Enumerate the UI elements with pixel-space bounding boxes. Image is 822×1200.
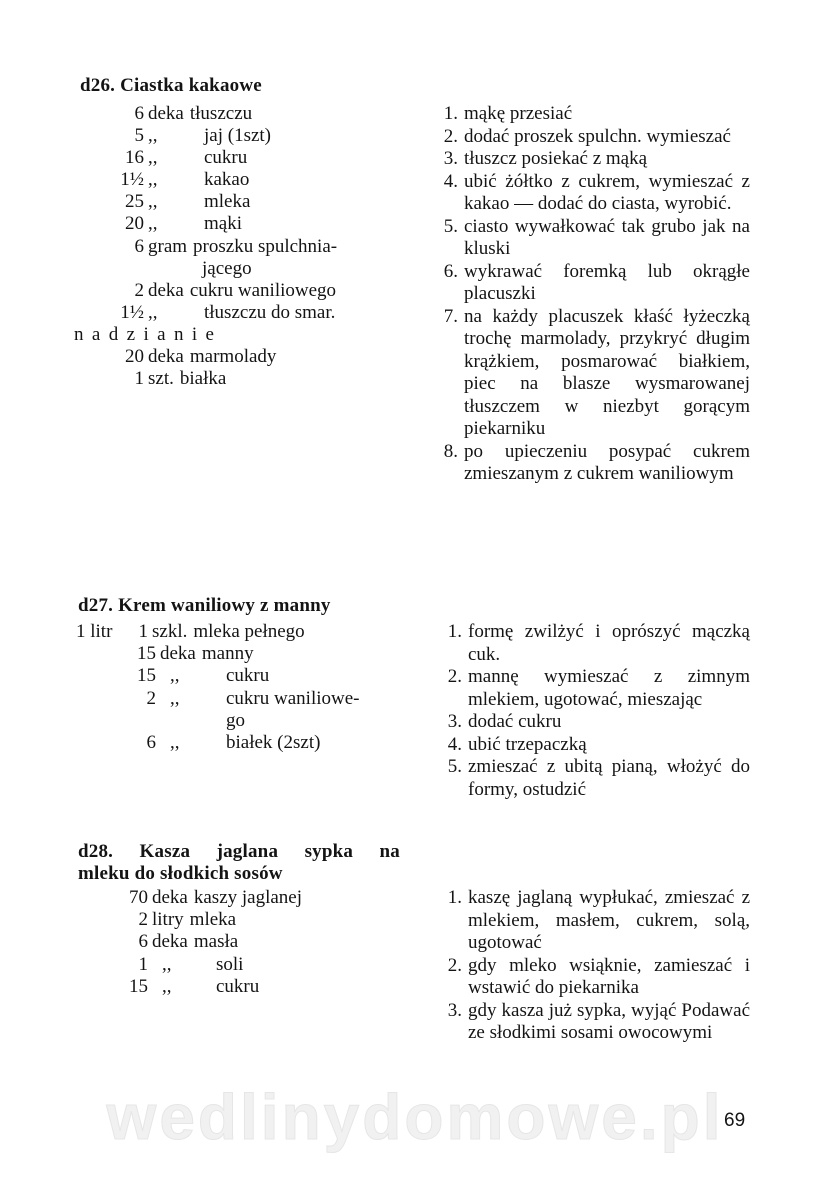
step-item: 1. formę zwilżyć i oprószyć mączką cuk. (447, 621, 750, 665)
ingredient-line: jącego (202, 258, 252, 279)
steps-d26 (434, 103, 750, 486)
ingredient-line: 25 ,, mleka (125, 191, 251, 212)
ingredient-line: 1 szt. białka (134, 368, 227, 389)
recipe-title-d28-line2: mleku do słodkich sosów (78, 863, 283, 884)
recipe-title-d28: d28. Kasza jaglana sypka na (78, 841, 400, 862)
step-item: 2. dodać proszek spulchn. wymieszać (443, 125, 731, 147)
ingredient-line: 2 ,, cukru waniliowe- (146, 688, 360, 709)
ingredient-line: 1 litr (76, 621, 113, 642)
ingredient-line: 6 gram proszku spulchnia- (134, 236, 338, 257)
steps-d27 (438, 621, 750, 801)
ingredient-line: 1 szkl. mleka pełnego (138, 621, 305, 642)
step-item: 3. gdy kasza już sypka, wyjąć Podawać ze słodkimi sosami owocowymi (447, 999, 750, 1043)
ingredient-line: 15 ,, cukru (129, 976, 260, 997)
ingredient-line: 16 ,, cukru (125, 147, 248, 168)
step-item: 2. mannę wymieszać z zimnym mlekiem, ugotować, mieszając (447, 666, 750, 710)
ingredient-line: 15 deka manny (137, 643, 254, 664)
ingredient-line: 1 ,, soli (138, 954, 244, 975)
step-item: 6. wykrawać foremką lub okrągłe placuszki (443, 260, 750, 304)
step-item: 4. ubić trzepaczką (447, 733, 587, 755)
step-item: 2. gdy mleko wsiąknie, zamieszać i wstawić do piekarnika (447, 954, 750, 998)
step-item: 5. zmieszać z ubitą pianą, włożyć do formy, ostudzić (447, 756, 750, 800)
step-item: 1. kaszę jaglaną wypłukać, zmieszać z mlekiem, masłem, cukrem, solą, ugotować (447, 887, 750, 953)
ingredient-line: 1½ ,, tłuszczu do smar. (120, 302, 336, 323)
ingredient-line: 2 deka cukru waniliowego (134, 280, 337, 301)
ingredient-line: 1½ ,, kakao (120, 169, 250, 190)
watermark: wedlinydomowe.pl (106, 1081, 724, 1153)
step-item: 5. ciasto wywałkować tak grubo jak na kluski (443, 215, 750, 259)
steps-d28 (438, 887, 750, 1045)
ingredient-line: 20 ,, mąki (125, 213, 242, 234)
ingredient-line: 15 ,, cukru (137, 665, 270, 686)
recipe-title-d27: d27. Krem waniliowy z manny (78, 595, 331, 616)
step-item: 1. mąkę przesiać (443, 103, 573, 124)
step-item: 4. ubić żółtko z cukrem, wymieszać z kakao — dodać do ciasta, wyrobić. (443, 170, 750, 214)
step-item: 8. po upieczeniu posypać cukrem zmieszanym z cukrem waniliowym (443, 440, 750, 484)
recipe-title-d26: d26. Ciastka kakaowe (80, 75, 262, 96)
ingredient-line: 70 deka kaszy jaglanej (129, 887, 303, 908)
section-label-nadzianie: nadzianie (74, 324, 223, 345)
step-item: 3. dodać cukru (447, 711, 562, 732)
ingredient-line: 6 deka masła (138, 931, 239, 952)
ingredient-line: 6 ,, białek (2szt) (146, 732, 321, 753)
ingredient-line: 20 deka marmolady (125, 346, 277, 367)
step-item: 7. na każdy placuszek kłaść łyżeczką trochę marmolady, przykryć długim krążkiem, posmarować białkiem, piec na blasze wysmarowanej tłuszczem w niezbyt gorącym piekarniku (443, 305, 750, 439)
page-number: 69 (724, 1110, 746, 1131)
ingredient-line: go (226, 710, 245, 731)
ingredient-line: 6 deka tłuszczu (134, 103, 253, 124)
ingredient-line: 2 litry mleka (138, 909, 237, 930)
ingredient-line: 5 ,, jaj (1szt) (134, 125, 272, 146)
step-item: 3. tłuszcz posiekać z mąką (443, 148, 648, 169)
